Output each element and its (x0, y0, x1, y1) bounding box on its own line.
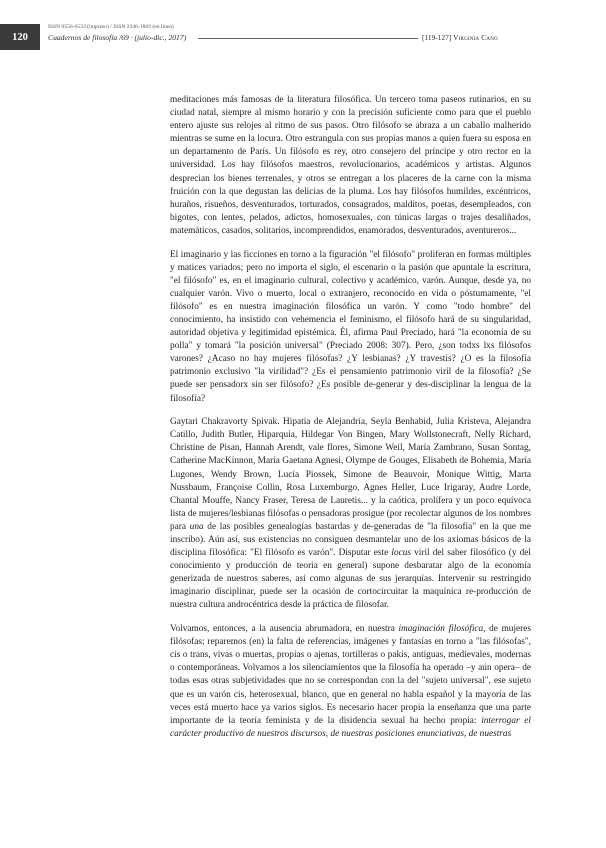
pages-and-author (422, 33, 498, 42)
p4-text-a: Volvamos, entonces, a la ausencia abrumadora, en nuestra (170, 624, 399, 635)
issn-line: ISSN 0556-6533 (impreso) / ISSN 2346-1869 (en línea) (48, 24, 174, 30)
p3-text-e: viril del saber filosófico (y del conocimiento y producción de teoría en general) supone desbaratar algo de la economía generizada de nuestros saberes, así como algunas de sus jerarquías. Intervenir su restringido imaginario disciplinar, puede ser la ocasión de cortocircuitar la maquínica re-producción de nuestra cultura androcéntrica desde la práctica de filosofar. (170, 548, 531, 611)
p3-italic-locus: locus (391, 548, 411, 559)
page-range: [119-127] (422, 33, 452, 42)
header-rule (198, 38, 418, 39)
paragraph-3 (170, 416, 531, 612)
paragraph-2: El imaginario y las ficciones en torno a la figuración "el filósofo" proliferan en formas múltiples y matices variados; pero no importa el siglo, el escenario o la pasión que apuntale la escritura, "el filósofo" es, en el imaginario cultural, colectivo y académico, varón. Aunque, desde ya, no cualquier varón. Vivo o muerto, local o extranjero, reconocido en vida o póstumamente, "el filósofo" es en nuestra imaginación filosófica un varón. Y como "todo hombre" del conocimiento, ha insistido con vehemencia el feminismo, el filósofo hará de su singularidad, autoridad objetiva y legitimidad epistémica. Él, afirma Paul Preciado, hará "la economía de su polla" y tomará "la posición universal" (Preciado 2008: 307). Pero, ¿son todxs lxs filósofos varones? ¿Acaso no hay mujeres filósofas? ¿Y lesbianas? ¿Y travestis? ¿O es la filosofía patrimonio exclusivo "la virilidad"? ¿Es el pensamiento patrimonio viril de la filosofía? ¿Se puede ser pensadorx sin ser filósofo? ¿Es posible de-generar y des-disciplinar la lengua de la filosofía? (170, 249, 531, 404)
journal-title: Cuadernos de filosofía /69 · (julio-dic., 2017) (48, 33, 187, 42)
p4-text-c: , de mujeres filósofas; reparemos (en) la falta de referencias, imágenes y fantasías en torno a "las filósofas", cis o trans, vivas o muertas, propias o ajenas, tortilleras o pakis, antiguas, medievales, modernas o contemporáneas. Volvamos a los silenciamientos que la filosofía ha operado –y aún opera– de todas esas otras subjetividades que no se correspondan con la del "sujeto universal", ese sujeto que es un varón cis, heterosexual, blanco, que en general no habla español y la mayoría de las veces está muerto hace ya varios siglos. Es necesario hacer propia la enseñanza que una parte importante de la teoría feminista y de la disidencia sexual ha hecho propia: (170, 624, 532, 726)
p4-italic-interrogar: interrogar el carácter productivo de nuestros discursos, de nuestras posiciones enunciativas, de nuestras (170, 715, 531, 739)
page-number: 120 (0, 24, 40, 50)
paragraph-1: meditaciones más famosas de la literatura filosófica. Un tercero toma paseos rutinarios, en su ciudad natal, siempre al mismo horario y con la precisión suficiente como para que el pueblo entero ajuste sus relojes al ritmo de sus pasos. Otro filósofo se abraza a un caballo malherido mientras se sume en la locura. Otro estrangula con sus propias manos a quien fuera su esposa en un departamento de París. Un filósofo es rey, otro consejero del príncipe y otro rector en la universidad. Los hay filósofos maestros, revolucionarios, académicos y artistas. Algunos desprecian los bienes terrenales, y otros se entregan a los placeres de la carne con la misma fruición con la que degustan las delicias de la pluma. Los hay filósofos humildes, excéntricos, huraños, risueños, desventurados, torturados, consagrados, malditos, poetas, desempleados, con bigotes, con lentes, pelados, adictos, homosexuales, con túnicas largas o trajes desaliñados, matemáticos, casados, solitarios, incomprendidos, enamorados, desventurados, aventureros... (170, 95, 531, 236)
p3-italic-una: una (189, 521, 204, 532)
author-name: Virginia Cano (453, 33, 498, 42)
p3-text-a: Gaytari Chakravorty Spivak. Hipatia de Alejandría, Seyla Benhabid, Julia Kristeva, Alejandra Catillo, Judith Butler, Hiparquia, Hildegar Von Bingen, Mary Wollstonecraft, Nelly Richard, Christine de Pisan, Hannah Arendt, vale flores, Simone Weil, María Zambrano, Susan Sontag, Catherine MacKinnon, María Gaetana Agnesi, Olympe de Gouges, Elisabeth de Bohemia, María Lugones, Wendy Brown, Lucía Piossek, Simone de Beauvoir, Monique Wittig, Marta Nussbaum, Françoise Collin, Rosa Luxemburgo, Agnes Heller, Luce Irigaray, Audre Lorde, Chantal Mouffe, Nancy Fraser, Teresa de Lauretis... y la caótica, prolífera y un poco equívoca lista de mujeres/lesbianas filósofas o pensadoras prosigue (por recolectar algunos de los nombres para (170, 417, 531, 532)
p4-italic-imaginacion: imaginación filosófica (398, 624, 484, 635)
body-text (170, 94, 531, 751)
paragraph-4 (170, 623, 531, 741)
p3-text-c: de las posibles genealogías bastardas y de-generadas de "la filosofía" en la que me inscribo). Aún así, sus existencias no consiguen desmantelar uno de los axiomas básicos de la disciplina filosófica: "El filósofo es varón". Disputar este (170, 521, 531, 559)
